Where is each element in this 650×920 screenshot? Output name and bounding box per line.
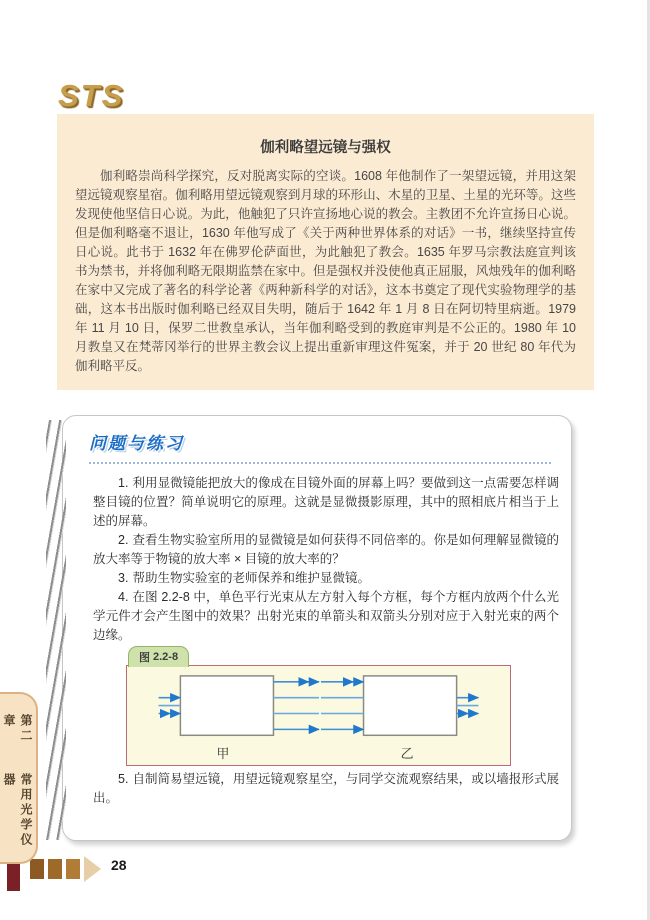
exercise-text: 自制简易望远镜，用望远镜观察星空，与同学交流观察结果，或以墙报形式展出。 bbox=[93, 772, 559, 805]
right-box-output-rays bbox=[457, 698, 479, 714]
footer-arrow-icon bbox=[84, 856, 101, 882]
right-box-input-rays bbox=[321, 682, 364, 730]
figure-label-tab bbox=[128, 646, 189, 667]
exercise-text: 帮助生物实验室的老师保养和维护显微镜。 bbox=[132, 571, 370, 585]
exercise-number: 5. bbox=[118, 772, 129, 786]
footer-square-1 bbox=[30, 859, 44, 879]
sts-logo: STS bbox=[58, 78, 125, 113]
exercise-number: 2. bbox=[118, 533, 129, 547]
chapter-title: 常用光学仪器 bbox=[2, 772, 33, 848]
footer-square-3 bbox=[66, 859, 80, 879]
left-box-caption: 甲 bbox=[216, 746, 230, 762]
exercise-item-2 bbox=[93, 531, 559, 569]
exercises-card bbox=[62, 415, 572, 841]
left-box-output-rays bbox=[273, 682, 319, 730]
figure-label-prefix: 图 bbox=[139, 652, 150, 664]
left-box-input-rays bbox=[159, 698, 181, 714]
exercise-item-5 bbox=[93, 770, 559, 808]
footer-square-2 bbox=[48, 859, 62, 879]
exercise-number: 3. bbox=[118, 571, 129, 585]
exercises-header: 问题与练习 bbox=[89, 434, 184, 453]
exercise-number: 1. bbox=[118, 476, 129, 490]
sts-reading-box bbox=[57, 114, 594, 390]
right-box-caption: 乙 bbox=[400, 746, 414, 762]
exercise-number: 4. bbox=[118, 590, 129, 604]
dotted-rule bbox=[89, 462, 551, 464]
figure-2-2-8 bbox=[126, 651, 511, 766]
optical-box-left bbox=[180, 676, 273, 735]
exercise-text: 利用显微镜能把放大的像成在目镜外面的屏幕上吗？要做到这一点需要怎样调整目镜的位置？简单说明它的原理。这就是显微摄影原理，其中的照相底片相当于上述的屏幕。 bbox=[93, 476, 559, 528]
spiral-binding bbox=[46, 420, 66, 840]
exercise-item-3 bbox=[93, 569, 559, 588]
optical-box-right bbox=[364, 676, 457, 735]
article-title: 伽利略望远镜与强权 bbox=[260, 140, 391, 156]
figure-diagram bbox=[127, 666, 510, 765]
exercise-item-1 bbox=[93, 474, 559, 531]
exercise-item-4 bbox=[93, 588, 559, 645]
article-body: 伽利略崇尚科学探究，反对脱离实际的空谈。1608 年他制作了一架望远镜，并用这架望远镜观察星宿。伽利略用望远镜观察到月球的环形山、木星的卫星、土星的光环等。这些发现使他坚信日心说。为此，他触犯了只许宣扬地心说的教会。主教团不允许宣扬日心说。但是伽利略毫不退让，1630 年他写成了《关于两种世界体系的对话》一书，继续坚持宣传日心说。此书于 1632 年在佛罗伦萨面世，为此触犯了教会。1635 年罗马宗教法庭宣判该书为禁书，并将伽利略无限期监禁在家中。但是强权并没使他真正屈服，风烛残年的伽利略在家中又完成了著名的科学论著《两种新科学的对话》，这本书奠定了现代实验物理学的基础，这本书出版时伽利略已经双目失明，随后于 1642 年 1 月 8 日在阿切特里病逝。1979 年 11 月 10 日，保罗二世教皇承认，当年伽利略受到的教庭审判是不公正的。1980 年 10 月教皇又在梵蒂冈举行的世界主教会议上提出重新审理这件冤案，并于 20 世纪 80 年代为伽利略平反。 bbox=[75, 169, 576, 373]
chapter-number: 第二章 bbox=[2, 714, 33, 744]
exercise-text: 查看生物实验室所用的显微镜是如何获得不同倍率的。你是如何理解显微镜的放大率等于物镜的放大率 × 目镜的放大率的？ bbox=[93, 533, 559, 566]
figure-label-number: 2.2-8 bbox=[153, 651, 179, 663]
exercise-list bbox=[93, 474, 559, 645]
page-number: 28 bbox=[111, 857, 127, 873]
chapter-side-tab bbox=[0, 692, 38, 864]
exercise-text: 在图 2.2-8 中，单色平行光束从左方射入每个方框，每个方框内放两个什么光学元件才会产生图中的效果？出射光束的单箭头和双箭头分别对应于入射光束的两个边缘。 bbox=[93, 590, 559, 642]
